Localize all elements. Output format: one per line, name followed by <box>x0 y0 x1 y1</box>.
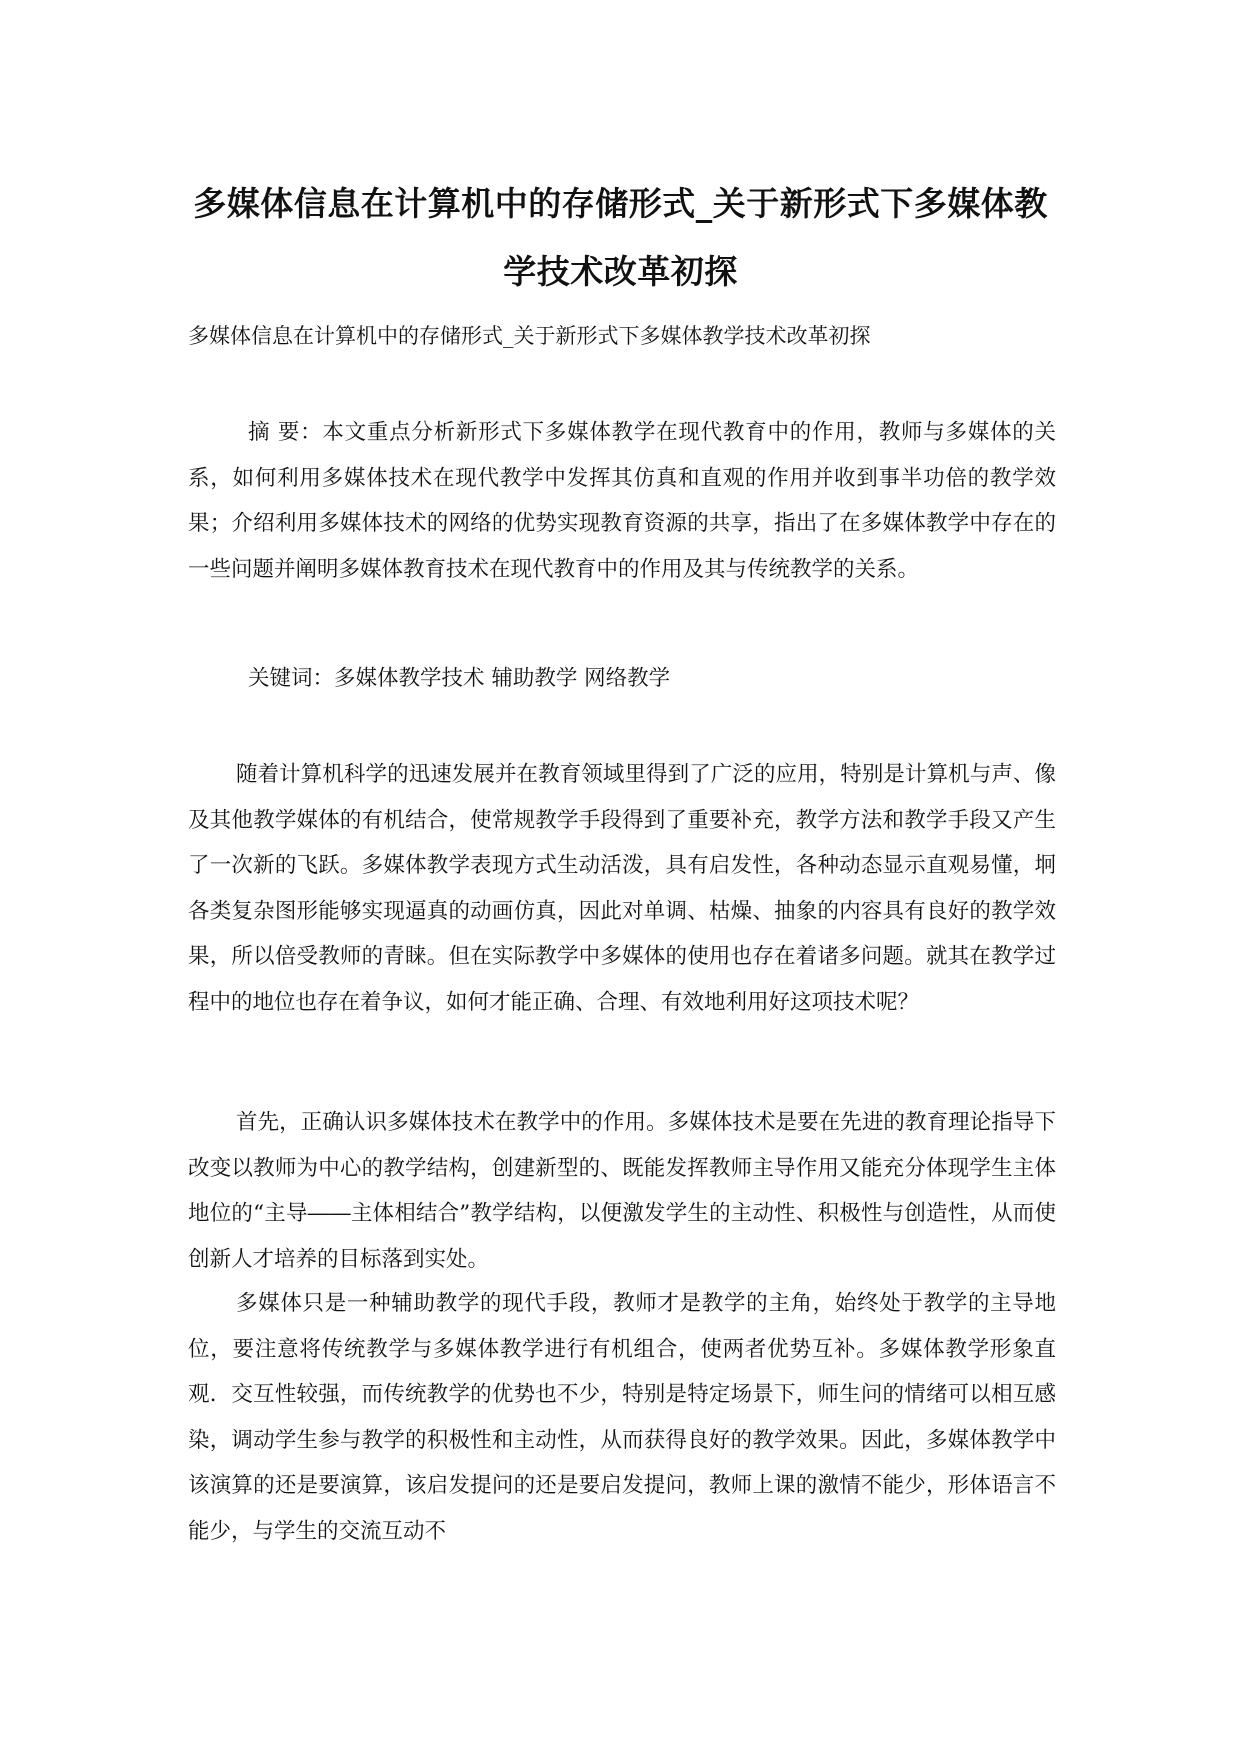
body-paragraph: 随着计算机科学的迅速发展并在教育领域里得到了广泛的应用，特别是计算机与声、像及其他教学媒体的有机结合，使常规教学手段得到了重要补充，教学方法和教学手段又产生了一次新的飞跃。多媒体教学表现方式生动活泼，具有启发性，各种动态显示直观易懂，坰各类复杂图形能够实现逼真的动画仿真，因此对单调、枯燥、抽象的内容具有良好的教学效果，所以倍受教师的青睐。但在实际教学中多媒体的使用也存在着诸多问题。就其在教学过程中的地位也存在着争议，如何才能正确、合理、有效地利用好这项技术呢？ <box>188 762 1056 1015</box>
body-paragraph: 首先，正确认识多媒体技术在教学中的作用。多媒体技术是要在先进的教育理论指导下改变以教师为中心的教学结构，创建新型的、既能发挥教师主导作用又能充分体现学生主体地位的“主导――主体相结合”教学结构，以便激发学生的主动性、积极性与创造性，从而使创新人才培养的目标落到实处。 <box>188 1110 1056 1272</box>
document-title-line-2: 学技术改革初探 <box>503 252 738 291</box>
abstract-paragraph: 摘 要：本文重点分析新形式下多媒体教学在现代教育中的作用，教师与多媒体的关系，如何利用多媒体技术在现代教学中发挥其仿真和直观的作用并收到事半功倍的教学效果；介绍利用多媒体技术的网络的优势实现教育资源的共享，指出了在多媒体教学中存在的一些问题并阐明多媒体教育技术在现代教育中的作用及其与传统教学的关系。 <box>188 420 1056 582</box>
document-subtitle: 多媒体信息在计算机中的存储形式_关于新形式下多媒体教学技术改革初探 <box>188 324 871 348</box>
keywords-line: 关键词：多媒体教学技术 辅助教学 网络教学 <box>248 666 671 691</box>
document-title-line-1: 多媒体信息在计算机中的存储形式_关于新形式下多媒体教 <box>193 184 1048 223</box>
body-paragraph: 多媒体只是一种辅助教学的现代手段，教师才是教学的主角，始终处于教学的主导地位，要注意将传统教学与多媒体教学进行有机组合，使两者优势互补。多媒体教学形象直观．交互性较强，而传统教学的优势也不少，特别是特定场景下，师生问的情绪可以相互感染，调动学生参与教学的积极性和主动性，从而获得良好的教学效果。因此，多媒体教学中该演算的还是要演算，该启发提问的还是要启发提问，教师上课的激情不能少，形体语言不能少，与学生的交流互动不 <box>188 1291 1056 1544</box>
